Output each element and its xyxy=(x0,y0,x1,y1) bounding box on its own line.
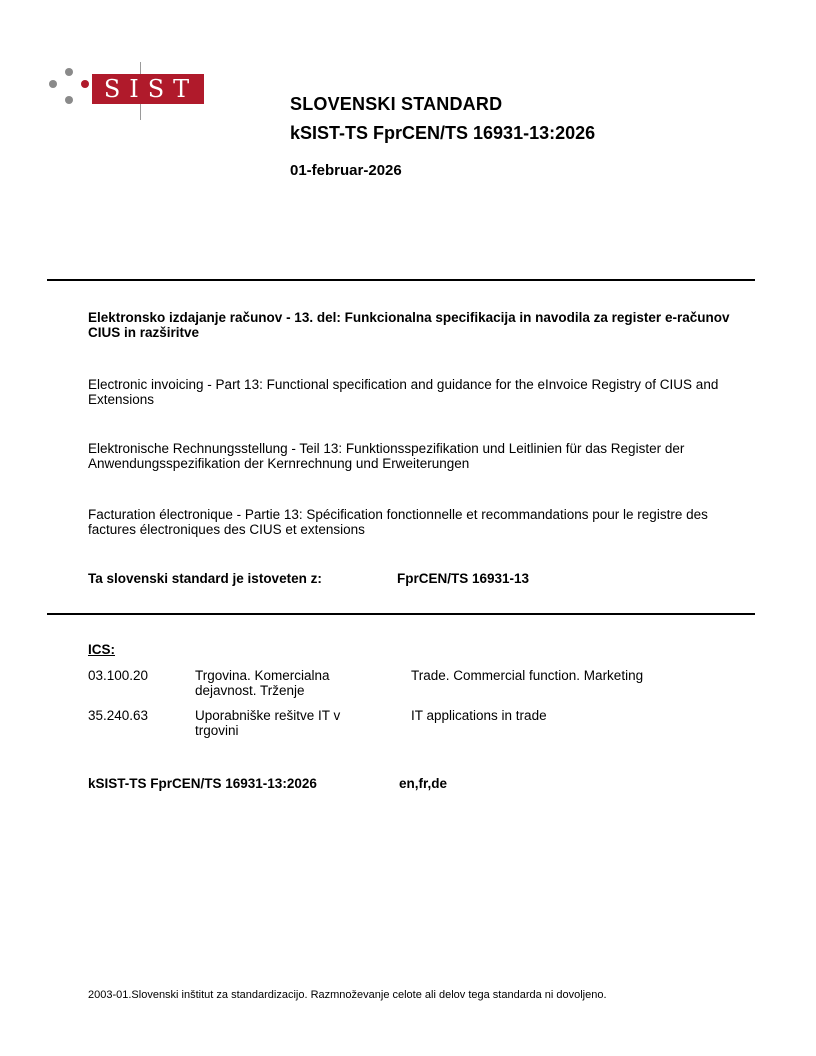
logo-dot-icon xyxy=(65,96,73,104)
copyright-notice: 2003-01.Slovenski inštitut za standardizacijo. Razmnoževanje celote ali delov tega standarda ni dovoljeno. xyxy=(88,989,607,1001)
standard-heading: SLOVENSKI STANDARD xyxy=(290,94,503,114)
title-english: Electronic invoicing - Part 13: Functional specification and guidance for the eInvoice Registry of CIUS and Extensions xyxy=(88,377,719,407)
ics-code: 03.100.20 xyxy=(88,668,149,683)
publication-date: 01-februar-2026 xyxy=(290,162,402,179)
divider xyxy=(47,279,755,281)
logo-dot-icon xyxy=(81,80,89,88)
document-languages: en,fr,de xyxy=(399,776,448,791)
ics-code: 35.240.63 xyxy=(88,708,149,723)
identical-value: FprCEN/TS 16931-13 xyxy=(397,571,530,586)
sist-logo xyxy=(47,62,207,122)
logo-dot-icon xyxy=(49,80,57,88)
standard-number: kSIST-TS FprCEN/TS 16931-13:2026 xyxy=(290,123,596,143)
document-code: kSIST-TS FprCEN/TS 16931-13:2026 xyxy=(88,776,317,791)
title-french: Facturation électronique - Partie 13: Spécification fonctionnelle et recommandations pour le registre des factures électroniques des CIUS et extensions xyxy=(88,507,708,537)
ics-description-sl: Uporabniške rešitve IT v trgovini xyxy=(195,708,341,738)
title-slovenian: Elektronsko izdajanje računov - 13. del: Funkcionalna specifikacija in navodila za register e-računov CIUS in razširitve xyxy=(88,310,730,340)
ics-description-en: Trade. Commercial function. Marketing xyxy=(411,668,644,683)
ics-description-en: IT applications in trade xyxy=(411,708,547,723)
logo-wordmark: SIST xyxy=(92,74,204,104)
title-german: Elektronische Rechnungsstellung - Teil 13: Funktionsspezifikation und Leitlinien für das Register der Anwendungsspezifikation der Kernrechnung und Erweiterungen xyxy=(88,441,685,471)
identical-label: Ta slovenski standard je istoveten z: xyxy=(88,571,322,586)
ics-heading: ICS: xyxy=(88,642,115,657)
divider xyxy=(47,613,755,615)
ics-description-sl: Trgovina. Komercialna dejavnost. Trženje xyxy=(195,668,330,698)
logo-dot-icon xyxy=(65,68,73,76)
